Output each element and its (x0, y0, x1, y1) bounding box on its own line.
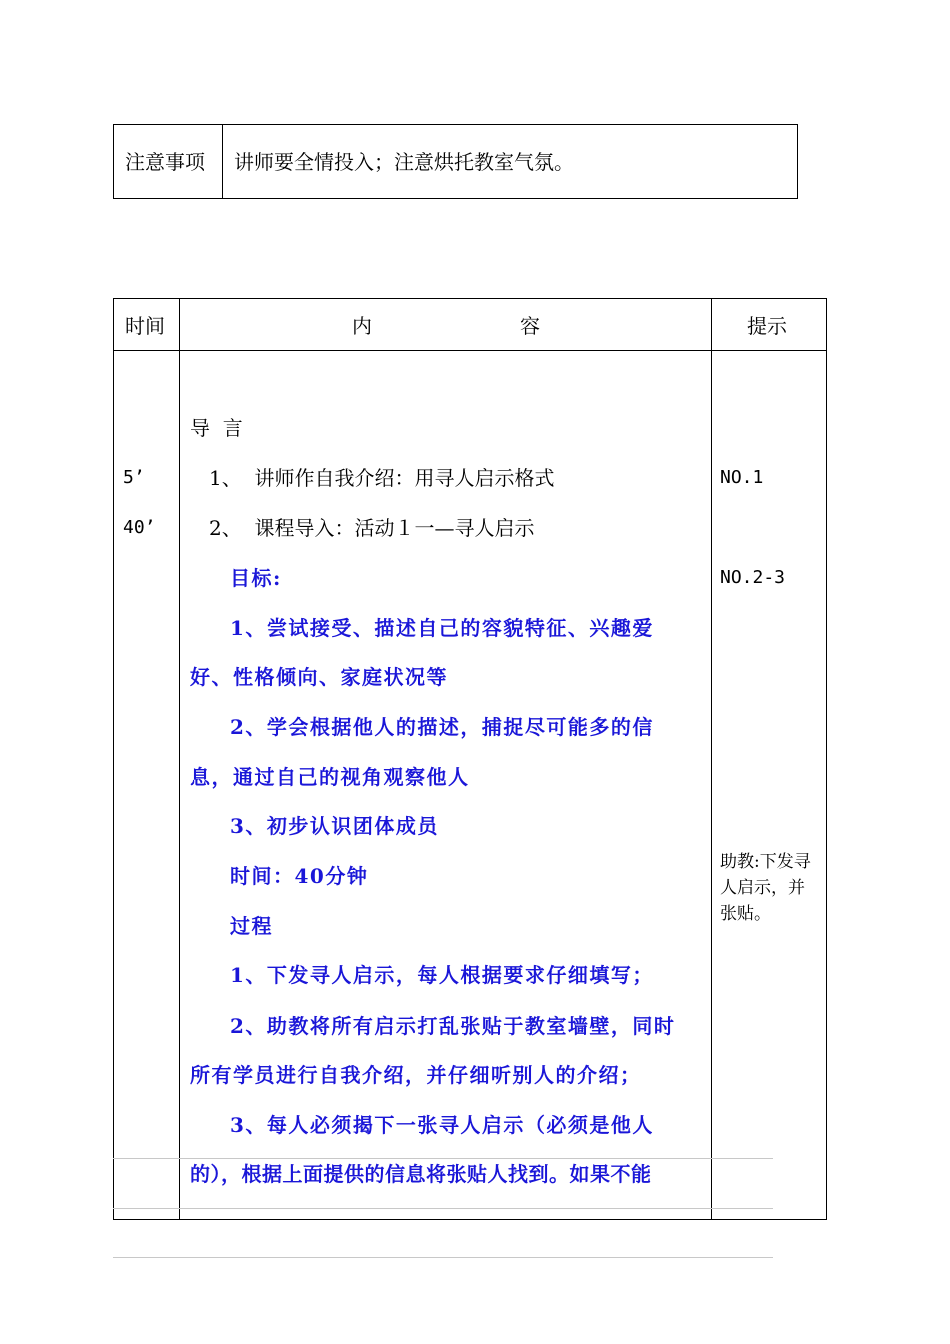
notes-value: 讲师要全情投入；注意烘托教室气氛。 (234, 150, 574, 174)
goal-1-line-1: 1、尝试接受、描述自己的容貌特征、兴趣爱 (230, 616, 654, 640)
header-time: 时间 (125, 314, 165, 338)
goal-title: 目标: (230, 566, 282, 590)
step-1: 1、下发寻人启示，每人根据要求仔细填写； (230, 963, 654, 987)
step-2-line-2: 所有学员进行自我介绍，并仔细听别人的介绍； (190, 1063, 642, 1087)
header-content-a: 内 (352, 314, 372, 338)
step-2-line-1: 2、助教将所有启示打乱张贴于教室墙壁，同时 (230, 1014, 676, 1038)
hint-assistant: 助教:下发寻人启示，并张贴。 (720, 852, 811, 924)
goal-3: 3、初步认识团体成员 (230, 814, 439, 838)
goal-2-line-2: 息，通过自己的视角观察他人 (190, 765, 470, 789)
goal-2-line-1: 2、学会根据他人的描述，捕捉尽可能多的信 (230, 715, 654, 739)
process-title: 过程 (230, 914, 273, 938)
content-item-2: 2、 课程导入：活动１一—寻人启示 (209, 516, 535, 540)
content-heading: 导 言 (190, 416, 243, 440)
header-content-b: 容 (520, 314, 540, 338)
time-line: 时间：40分钟 (230, 864, 369, 888)
notes-label: 注意事项 (125, 150, 205, 174)
time-value-1: 5’ (123, 467, 145, 488)
goal-1-line-2: 好、性格倾向、家庭状况等 (190, 665, 448, 689)
hint-no2-3: NO.2-3 (720, 567, 786, 588)
content-item-1: 1、 讲师作自我介绍：用寻人启示格式 (209, 466, 555, 490)
step-3-line-1: 3、每人必须揭下一张寻人启示（必须是他人 (230, 1113, 654, 1137)
time-value-2: 40’ (123, 517, 156, 538)
step-3-line-2: 的），根据上面提供的信息将张贴人找到。如果不能 (190, 1162, 652, 1186)
header-hint: 提示 (747, 314, 787, 338)
hint-no1: NO.1 (720, 467, 764, 488)
